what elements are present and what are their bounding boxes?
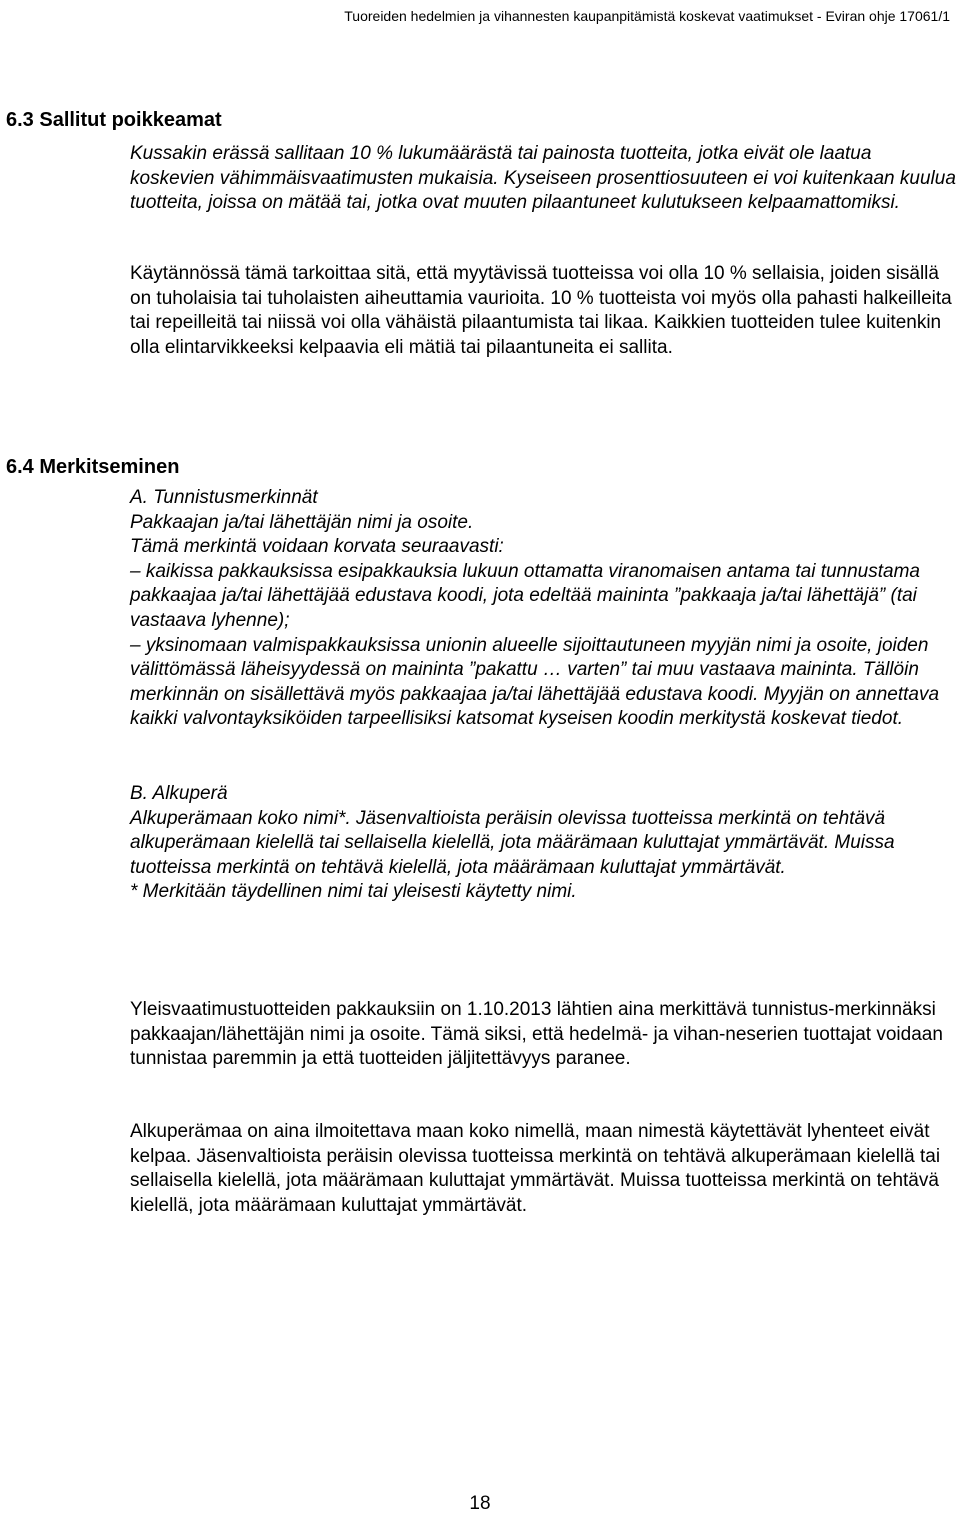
- section-heading-6-4: 6.4 Merkitseminen: [6, 456, 180, 478]
- subsection-a-item1: – kaikissa pakkauksissa esipakkauksia lukuun ottamatta viranomaisen antama tai tunnustama pakkaajaa ja/tai lähettäjää edustava koodi, jota edeltää maininta ”pakkaaja ja/tai lähettäjä” (tai vastaava lyhenne);: [130, 560, 920, 631]
- subsection-b-note: * Merkitään täydellinen nimi tai yleisesti käytetty nimi.: [130, 881, 577, 903]
- paragraph-text: Yleisvaatimustuotteiden pakkauksiin on 1.10.2013 lähtien aina merkittävä tunnistus-merkinnäksi pakkaajan/lähettäjän nimi ja osoite. Tämä siksi, että hedelmä- ja vihan-neserien tuottajat voidaan tunnistaa paremmin ja että tuotteiden jäljitettävyys paranee.: [130, 999, 943, 1070]
- tolerance-italic-paragraph: [130, 142, 958, 216]
- paragraph-text: Käytännössä tämä tarkoittaa sitä, että myytävissä tuotteissa voi olla 10 % sellaisia, joiden sisällä on tuholaisia tai tuholaisten aiheuttamia vaurioita. 10 % tuotteista voi myös olla pahasti halkeilleita tai repeilleitä tai niissä voi olla vähäistä pilaantumista tai likaa. Kaikkien tuotteiden tulee kuitenkin olla elintarvikkeeksi kelpaavia eli mätiä tai pilaantuneita ei sallita.: [130, 263, 952, 358]
- section-heading-6-3: 6.3 Sallitut poikkeamat: [6, 109, 222, 131]
- subsection-b-text: Alkuperämaan koko nimi*. Jäsenvaltioista peräisin olevissa tuotteissa merkintä on tehtävä alkuperämaan kielellä tai sellaisella kielellä, jota määrämaan kuluttajat ymmärtävät. Muissa tuotteissa merkintä on tehtävä kielellä, jota määrämaan kuluttajat ymmärtävät.: [130, 807, 895, 878]
- tolerance-explanation-paragraph: [130, 262, 958, 360]
- subsection-b-title: B. Alkuperä: [130, 783, 228, 804]
- running-header: Tuoreiden hedelmien ja vihannesten kaupanpitämistä koskevat vaatimukset - Eviran ohje 17061/1: [344, 8, 950, 24]
- page-number: 18: [469, 1493, 491, 1514]
- italic-paragraph-text: Kussakin erässä sallitaan 10 % lukumäärästä tai painosta tuotteita, jotka eivät ole laatua koskevien vähimmäisvaatimusten mukaisia. Kyseiseen prosenttiosuuteen ei voi kuitenkaan kuulua tuotteita, joissa on mätää tai, jotka ovat muuten pilaantuneet kulutukseen kelpaamattomiksi.: [130, 143, 956, 214]
- marking-explanation-paragraph-1: [130, 998, 958, 1072]
- paragraph-text: Alkuperämaa on aina ilmoitettava maan koko nimellä, maan nimestä käytettävät lyhenteet eivät kelpaa. Jäsenvaltioista peräisin olevissa tuotteissa merkintä on tehtävä alkuperämaan kielellä tai sellaisella kielellä, jota määrämaan kuluttajat ymmärtävät. Muissa tuotteissa merkintä on tehtävä kielellä, jota määrämaan kuluttajat ymmärtävät.: [130, 1121, 941, 1216]
- subsection-a-line2: Tämä merkintä voidaan korvata seuraavasti:: [130, 536, 504, 558]
- subsection-a-line1: Pakkaajan ja/tai lähettäjän nimi ja osoite.: [130, 511, 474, 533]
- marking-explanation-paragraph-2: [130, 1120, 958, 1218]
- subsection-a-title: A. Tunnistusmerkinnät: [130, 487, 318, 508]
- origin-block: [130, 782, 958, 905]
- subsection-a-item2: – yksinomaan valmispakkauksissa unionin alueelle sijoittautuneen myyjän nimi ja osoite, joiden välittömässä läheisyydessä on maininta ”pakattu … varten” tai muu vastaava maininta. Tällöin merkinnän on sisällettävä myös pakkaajaa ja/tai lähettäjää edustava koodi. Myyjän on annettava kaikki valvontayksiköiden tarpeellisiksi katsomat kyseisen koodin merkitystä koskevat tiedot.: [130, 634, 940, 730]
- identification-marking-block: [130, 486, 958, 732]
